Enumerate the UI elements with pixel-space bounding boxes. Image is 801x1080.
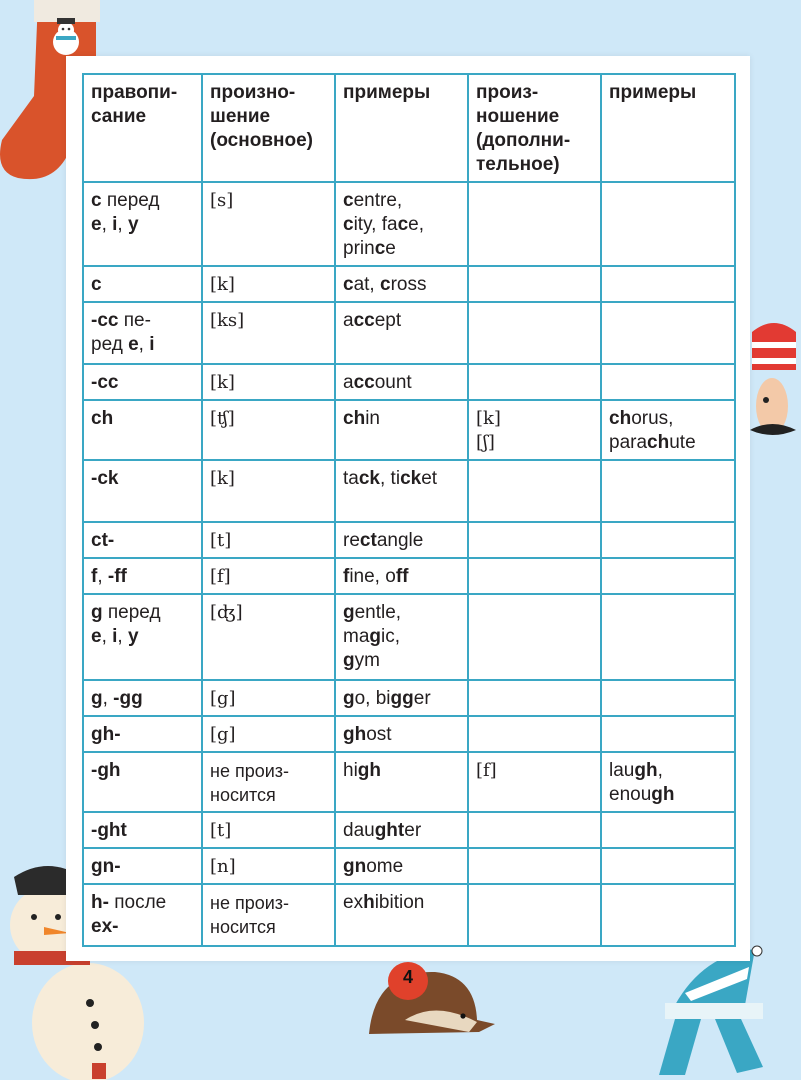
spelling-cell: f, -ff <box>83 558 202 594</box>
hat-character-illustration <box>744 320 801 460</box>
additional-examples-cell <box>601 522 735 558</box>
table-row <box>83 558 735 594</box>
examples-cell: go, bigger <box>335 680 468 716</box>
main-pronunciation-cell: [n] <box>202 848 335 884</box>
examples-cell: cat, cross <box>335 266 468 302</box>
table-row <box>83 594 735 680</box>
examples-cell: rectangle <box>335 522 468 558</box>
examples-cell: gentle, magic, gym <box>335 594 468 680</box>
table-row <box>83 364 735 400</box>
additional-pronunciation-cell <box>468 266 601 302</box>
table-row <box>83 400 735 460</box>
spelling-cell: -ck <box>83 460 202 522</box>
additional-pronunciation-cell <box>468 680 601 716</box>
additional-examples-cell: laugh, enough <box>601 752 735 812</box>
additional-examples-cell <box>601 848 735 884</box>
additional-pronunciation-cell <box>468 302 601 364</box>
table-row <box>83 752 735 812</box>
header-row <box>83 74 735 182</box>
additional-pronunciation-cell <box>468 460 601 522</box>
additional-examples-cell <box>601 680 735 716</box>
spelling-cell: gn- <box>83 848 202 884</box>
main-pronunciation-cell: [ks] <box>202 302 335 364</box>
spelling-cell: -cc <box>83 364 202 400</box>
additional-examples-cell <box>601 266 735 302</box>
additional-pronunciation-cell <box>468 848 601 884</box>
examples-cell: exhibition <box>335 884 468 946</box>
additional-examples-cell <box>601 558 735 594</box>
additional-examples-cell <box>601 716 735 752</box>
examples-cell: chin <box>335 400 468 460</box>
main-pronunciation-cell: не произ- носится <box>202 752 335 812</box>
additional-pronunciation-cell <box>468 884 601 946</box>
additional-examples-cell <box>601 460 735 522</box>
additional-pronunciation-cell: [f] <box>468 752 601 812</box>
additional-pronunciation-cell: [k] [ʃ] <box>468 400 601 460</box>
additional-pronunciation-cell <box>468 594 601 680</box>
main-pronunciation-cell: [k] <box>202 460 335 522</box>
spelling-cell: ch <box>83 400 202 460</box>
examples-cell: fine, off <box>335 558 468 594</box>
page-number: 4 <box>388 962 428 1000</box>
examples-cell: accept <box>335 302 468 364</box>
additional-examples-cell <box>601 364 735 400</box>
blue-hat-illustration <box>645 945 801 1080</box>
spelling-cell: c <box>83 266 202 302</box>
additional-pronunciation-cell <box>468 522 601 558</box>
spelling-cell: g перед e, i, y <box>83 594 202 680</box>
additional-examples-cell <box>601 812 735 848</box>
additional-examples-cell <box>601 884 735 946</box>
additional-examples-cell <box>601 182 735 266</box>
main-pronunciation-cell: [s] <box>202 182 335 266</box>
main-pronunciation-cell: [g] <box>202 680 335 716</box>
additional-examples-cell <box>601 302 735 364</box>
table-row <box>83 716 735 752</box>
spelling-cell: ct- <box>83 522 202 558</box>
additional-pronunciation-cell <box>468 182 601 266</box>
table-row <box>83 302 735 364</box>
spelling-cell: h- после ex- <box>83 884 202 946</box>
spelling-cell: -cc пе- ред e, i <box>83 302 202 364</box>
additional-pronunciation-cell <box>468 812 601 848</box>
additional-pronunciation-cell <box>468 716 601 752</box>
spelling-cell: gh- <box>83 716 202 752</box>
spelling-cell: g, -gg <box>83 680 202 716</box>
header-additional-pronunciation: произ- ношение (дополни- тельное) <box>468 74 601 182</box>
table-row <box>83 460 735 522</box>
additional-examples-cell: chorus, parachute <box>601 400 735 460</box>
additional-pronunciation-cell <box>468 558 601 594</box>
header-examples: примеры <box>335 74 468 182</box>
main-pronunciation-cell: [t] <box>202 522 335 558</box>
main-pronunciation-cell: не произ- носится <box>202 884 335 946</box>
additional-pronunciation-cell <box>468 364 601 400</box>
table-row <box>83 182 735 266</box>
header-main-pronunciation: произно- шение (основное) <box>202 74 335 182</box>
table-row <box>83 266 735 302</box>
hedgehog-illustration <box>365 960 505 1040</box>
spelling-pronunciation-table <box>82 73 736 947</box>
spelling-cell: -ght <box>83 812 202 848</box>
main-pronunciation-cell: [ʧ] <box>202 400 335 460</box>
table-row <box>83 680 735 716</box>
examples-cell: centre, city, face, prince <box>335 182 468 266</box>
main-pronunciation-cell: [f] <box>202 558 335 594</box>
table-row <box>83 522 735 558</box>
header-spelling: правопи- сание <box>83 74 202 182</box>
examples-cell: account <box>335 364 468 400</box>
spelling-cell: -gh <box>83 752 202 812</box>
main-pronunciation-cell: [ʤ] <box>202 594 335 680</box>
spelling-cell: c перед e, i, y <box>83 182 202 266</box>
examples-cell: high <box>335 752 468 812</box>
examples-cell: daughter <box>335 812 468 848</box>
table-row <box>83 812 735 848</box>
table-row <box>83 848 735 884</box>
examples-cell: ghost <box>335 716 468 752</box>
main-pronunciation-cell: [g] <box>202 716 335 752</box>
main-pronunciation-cell: [k] <box>202 266 335 302</box>
examples-cell: gnome <box>335 848 468 884</box>
header-examples-additional: примеры <box>601 74 735 182</box>
table-row <box>83 884 735 946</box>
additional-examples-cell <box>601 594 735 680</box>
main-pronunciation-cell: [k] <box>202 364 335 400</box>
main-pronunciation-cell: [t] <box>202 812 335 848</box>
examples-cell: tack, ticket <box>335 460 468 522</box>
